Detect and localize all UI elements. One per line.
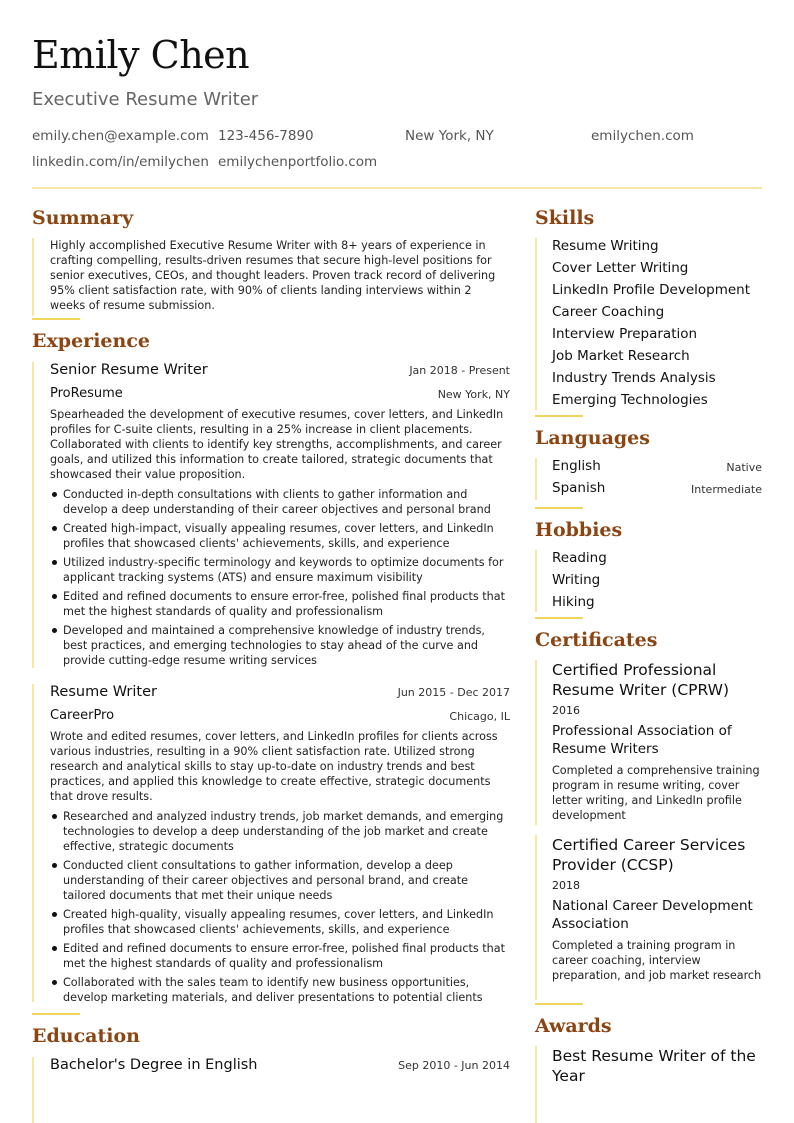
bullet-item: Created high-impact, visually appealing resumes, cover letters, and LinkedIn profiles that showcased clients' achievements, skills, and experience [50, 521, 510, 551]
skill-item: Job Market Research [552, 348, 690, 364]
languages-bar [535, 458, 537, 500]
awards-heading: Awards [535, 1015, 612, 1037]
bullet-item: Conducted client consultations to gather information, develop a deep understanding of their career objectives and personal brand, and create tailored documents that met their unique needs [50, 858, 510, 903]
degree-name: Bachelor's Degree in English [50, 1057, 258, 1073]
experience-heading: Experience [32, 330, 150, 352]
languages-underline [535, 507, 583, 509]
language-name: English [552, 458, 601, 474]
certificate-name: Certified Career Services Provider (CCSP) [552, 836, 746, 874]
certificate-desc: Completed a comprehensive training program in resume writing, cover letter writing, and LinkedIn profile development [552, 764, 760, 822]
skills-underline [535, 415, 583, 417]
skill-item: Emerging Technologies [552, 392, 708, 408]
summary-underline [32, 318, 80, 320]
job-description: Spearheaded the development of executive resumes, cover letters, and LinkedIn profiles for C-suite clients, resulting in a 25% increase in client placements. Collaborated with clients to identify key strengths, accomplishments, and career goals, and utilized this information to create tailored, strategic documents that showcased their value proposition. [50, 408, 504, 481]
skills-bar [535, 238, 537, 410]
hobby-item: Reading [552, 550, 607, 566]
summary-bar [32, 238, 34, 316]
portfolio-link[interactable]: emilychenportfolio.com [218, 154, 378, 170]
awards-bar [535, 1046, 537, 1123]
cert1-bar [535, 660, 537, 825]
experience-underline [32, 1013, 80, 1015]
location-text: New York, NY [405, 128, 494, 144]
bullet-item: Conducted in-depth consultations with clients to gather information and develop a deep understanding of their career objectives and personal brand [50, 487, 510, 517]
certificate-desc: Completed a training program in career coaching, interview preparation, and job market research [552, 939, 762, 982]
bullet-item: Edited and refined documents to ensure error-free, polished final products that met the highest standards of quality and professionalism [50, 589, 510, 619]
hobbies-underline [535, 617, 583, 619]
job-description: Wrote and edited resumes, cover letters, and LinkedIn profiles for clients across various industries, resulting in a 90% client satisfaction rate. Utilized strong research and analytical skills to stay up-to-date on industry trends and best practices, and applied this knowledge to create effective, strategic documents that drove results. [50, 730, 498, 803]
job-title: Senior Resume Writer [50, 362, 208, 378]
bullet-item: Collaborated with the sales team to identify new business opportunities, develop marketing materials, and deliver presentations to potential clients [50, 975, 510, 1005]
bullet-item: Created high-quality, visually appealing resumes, cover letters, and LinkedIn profiles that showcased clients' achievements, skills, and experience [50, 907, 510, 937]
certificate-year: 2018 [552, 879, 580, 892]
certificates-underline [535, 1003, 583, 1005]
summary-text: Highly accomplished Executive Resume Writer with 8+ years of experience in crafting compelling, results-driven resumes that secure high-level positions for senior executives, CEOs, and thought leaders. Proven track record of delivering 95% client satisfaction rate, with 90% of clients landing interviews within 2 weeks of resume submission. [50, 239, 496, 312]
bullet-item: Utilized industry-specific terminology and keywords to optimize documents for applicant tracking systems (ATS) and ensure maximum visibility [50, 555, 510, 585]
hobbies-heading: Hobbies [535, 519, 623, 541]
hobby-item: Writing [552, 572, 601, 588]
person-name: Emily Chen [32, 33, 250, 77]
certificate-org: National Career Development Association [552, 898, 753, 932]
languages-heading: Languages [535, 427, 650, 449]
cert2-bar [535, 835, 537, 1000]
job-dates: Jan 2018 - Present [409, 364, 510, 377]
job2-bar [32, 684, 34, 1002]
bullet-item: Researched and analyzed industry trends, job market demands, and emerging technologies to develop a deep understanding of the job market and create effective, strategic documents [50, 809, 510, 854]
summary-heading: Summary [32, 207, 134, 229]
company-name: CareerPro [50, 708, 115, 723]
language-name: Spanish [552, 480, 606, 496]
job-dates: Jun 2015 - Dec 2017 [397, 686, 510, 699]
language-level: Intermediate [691, 483, 762, 496]
certificate-org: Professional Association of Resume Writers [552, 723, 732, 757]
skill-item: Resume Writing [552, 238, 659, 254]
job-location: Chicago, IL [449, 710, 510, 723]
job-bullets [50, 809, 510, 1009]
hobbies-bar [535, 550, 537, 612]
bullet-item: Developed and maintained a comprehensive knowledge of industry trends, best practices, and emerging technologies to stay ahead of the curve and provide cutting-edge resume writing services [50, 623, 510, 668]
skill-item: Career Coaching [552, 304, 665, 320]
header-divider [32, 187, 762, 189]
job-title: Resume Writer [50, 684, 157, 700]
job1-bar [32, 362, 34, 668]
company-name: ProResume [50, 386, 123, 401]
bullet-item: Edited and refined documents to ensure error-free, polished final products that met the highest standards of quality and professionalism [50, 941, 510, 971]
skills-heading: Skills [535, 207, 595, 229]
certificate-name: Certified Professional Resume Writer (CPRW) [552, 661, 730, 699]
job-bullets [50, 487, 510, 672]
certificates-heading: Certificates [535, 629, 658, 651]
email-link[interactable]: emily.chen@example.com [32, 128, 209, 144]
job-location: New York, NY [437, 388, 510, 401]
education-dates: Sep 2010 - Jun 2014 [398, 1059, 510, 1072]
job-headline: Executive Resume Writer [32, 89, 259, 110]
skill-item: Interview Preparation [552, 326, 698, 342]
skill-item: LinkedIn Profile Development [552, 282, 751, 298]
certificate-year: 2016 [552, 704, 580, 717]
award-item: Best Resume Writer of the Year [552, 1047, 756, 1085]
education-heading: Education [32, 1025, 140, 1047]
skill-item: Industry Trends Analysis [552, 370, 716, 386]
hobby-item: Hiking [552, 594, 595, 610]
language-level: Native [726, 461, 762, 474]
phone-text: 123-456-7890 [218, 128, 314, 144]
education-bar [32, 1057, 34, 1123]
linkedin-link[interactable]: linkedin.com/in/emilychen [32, 154, 209, 170]
skill-item: Cover Letter Writing [552, 260, 689, 276]
website-link[interactable]: emilychen.com [591, 128, 694, 144]
